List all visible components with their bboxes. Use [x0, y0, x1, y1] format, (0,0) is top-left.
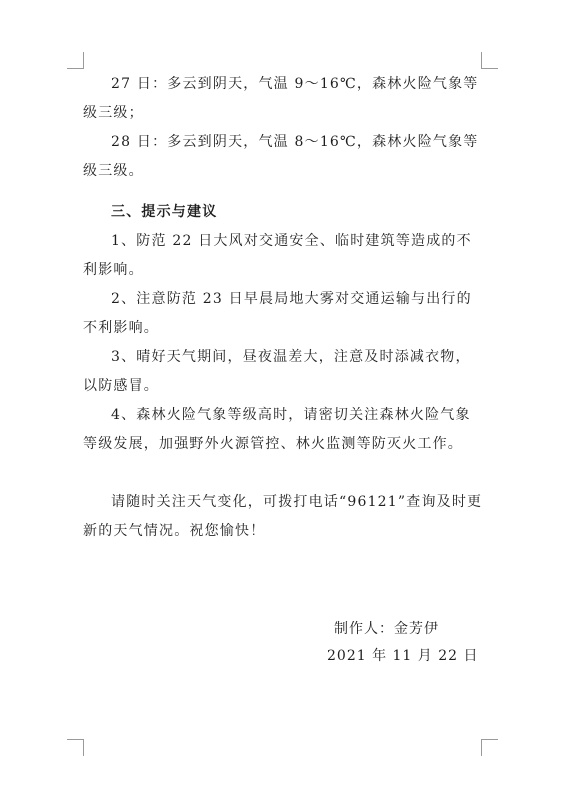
tip-1: 1、防范 22 日大风对交通安全、临时建筑等造成的不利影响。: [83, 233, 472, 278]
document-body: [83, 70, 483, 546]
crop-mark-top-right: [481, 52, 498, 69]
crop-mark-top-left: [67, 52, 84, 69]
crop-mark-bottom-left: [67, 739, 84, 756]
closing-paragraph: 请随时关注天气变化，可拨打电话“96121”查询及时更新的天气情况。祝您愉快！: [83, 494, 483, 539]
forecast-day-28: 28 日：多云到阴天，气温 8～16℃，森林火险气象等级三级。: [83, 134, 479, 179]
forecast-day-27: 27 日：多云到阴天，气温 9～16℃，森林火险气象等级三级；: [83, 76, 479, 121]
tip-2: 2、注意防范 23 日早晨局地大雾对交通运输与出行的不利影响。: [83, 291, 472, 336]
tip-3: 3、晴好天气期间，昼夜温差大，注意及时添减衣物，以防感冒。: [83, 349, 471, 394]
blank-line: [83, 459, 483, 488]
tip-4: 4、森林火险气象等级高时，请密切关注森林火险气象等级发展，加强野外火源管控、林火监测等防灭火工作。: [83, 407, 471, 452]
author-signature: 制作人：金芳伊: [334, 621, 439, 637]
issue-date: 2021 年 11 月 22 日: [327, 648, 479, 664]
section-heading: 三、提示与建议: [111, 204, 218, 220]
crop-mark-bottom-right: [481, 739, 498, 756]
